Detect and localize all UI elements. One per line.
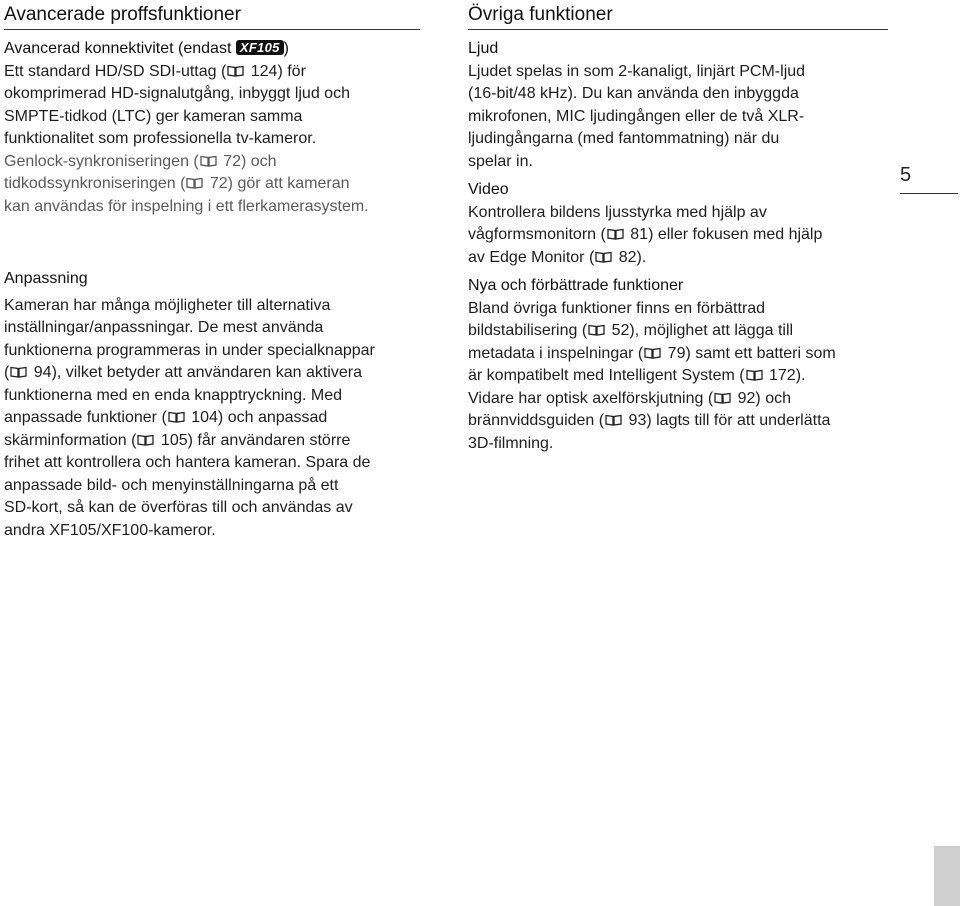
text-line — [468, 224, 888, 247]
text-fragment: ( — [4, 364, 10, 381]
book-reference-icon — [137, 434, 154, 446]
text-fragment: 105) får användaren större — [156, 431, 351, 449]
text-line: frihet att kontrollera och hantera kameran. Spara de — [4, 454, 371, 471]
text-line: SD-kort, så kan de överföras till och användas av — [4, 499, 353, 516]
page-number-rule — [900, 193, 958, 194]
text-fragment: brännviddsguiden ( — [468, 412, 605, 429]
text-line: anpassade bild- och menyinställningarna på ett — [4, 476, 339, 494]
text-line — [4, 61, 424, 84]
new-features-paragraph — [468, 298, 888, 456]
text-line — [4, 407, 424, 430]
text-line: funktionerna programmeras in under specialknappar — [4, 341, 375, 359]
text-fragment: 92) och — [733, 389, 791, 407]
video-block — [468, 179, 888, 269]
text-fragment: 72) och — [218, 152, 277, 170]
text-line — [468, 410, 888, 433]
text-fragment: av Edge Monitor ( — [468, 248, 595, 266]
text-line: funktionalitet som professionella tv-kameror. — [4, 130, 317, 147]
text-line — [4, 151, 424, 174]
section-title-advanced: Avancerade proffsfunktioner — [4, 2, 420, 30]
text-fragment: Vidare har optisk axelförskjutning ( — [468, 389, 714, 407]
text-fragment: 104) och anpassad — [186, 409, 328, 426]
book-reference-icon — [644, 347, 661, 359]
text-fragment: anpassade funktioner ( — [4, 409, 167, 426]
text-line: okomprimerad HD-signalutgång, inbyggt ljud och — [4, 85, 350, 102]
text-line — [468, 320, 888, 343]
connectivity-heading-text: Avancerad konnektivitet (endast — [4, 40, 236, 57]
text-line: mikrofonen, MIC ljudingången eller de två XLR- — [468, 107, 805, 125]
text-line: SMPTE-tidkod (LTC) ger kameran samma — [4, 107, 303, 125]
right-column — [468, 0, 888, 455]
book-reference-icon — [605, 414, 622, 426]
book-reference-icon — [10, 366, 27, 378]
text-fragment: vågformsmonitorn ( — [468, 226, 606, 243]
text-fragment: 94), vilket betyder att användaren kan aktivera — [29, 364, 362, 381]
text-fragment: 82). — [614, 248, 647, 266]
text-fragment: 79) samt ett batteri som — [663, 344, 836, 362]
customization-paragraph — [4, 295, 424, 543]
video-paragraph — [468, 202, 888, 270]
text-line — [468, 388, 888, 411]
text-line: kan användas för inspelning i ett flerkamerasystem. — [4, 197, 369, 215]
text-fragment: tidkodssynkroniseringen ( — [4, 175, 186, 192]
text-fragment: metadata i inspelningar ( — [468, 344, 644, 362]
genlock-paragraph — [4, 151, 424, 219]
text-line — [468, 343, 888, 366]
connectivity-paragraph — [4, 61, 424, 151]
text-line: funktionerna med en enda knapptryckning. Med — [4, 386, 342, 404]
book-reference-icon — [186, 177, 203, 189]
text-fragment: 81) eller fokusen med hjälp — [625, 226, 823, 243]
text-fragment: bildstabilisering ( — [468, 322, 588, 339]
connectivity-heading-suffix: ) — [283, 40, 289, 57]
new-features-heading: Nya och förbättrade funktioner — [468, 277, 684, 294]
audio-paragraph — [468, 61, 888, 174]
text-line: Ljudet spelas in som 2-kanaligt, linjärt PCM-ljud — [468, 62, 806, 80]
audio-heading: Ljud — [468, 40, 499, 57]
section-title-other: Övriga funktioner — [468, 2, 888, 30]
page-number: 5 — [900, 164, 912, 186]
text-fragment: skärminformation ( — [4, 431, 137, 449]
text-line: (16-bit/48 kHz). Du kan använda den inbyggda — [468, 85, 799, 102]
connectivity-block — [4, 38, 424, 218]
video-heading: Video — [468, 181, 509, 198]
book-reference-icon — [227, 65, 244, 77]
text-line: Kameran har många möjligheter till alternativa — [4, 296, 331, 314]
text-line — [4, 430, 424, 453]
customization-block — [4, 268, 424, 542]
book-reference-icon — [595, 251, 612, 263]
text-fragment: är kompatibelt med Intelligent System ( — [468, 367, 745, 384]
book-reference-icon — [168, 411, 185, 423]
text-line: Bland övriga funktioner finns en förbättrad — [468, 299, 766, 317]
text-line: Kontrollera bildens ljusstyrka med hjälp av — [468, 203, 767, 221]
text-fragment: 124) för — [246, 62, 306, 80]
book-reference-icon — [746, 369, 763, 381]
text-line: ljudingångarna (med fantommatning) när du — [468, 130, 780, 147]
text-fragment: 72) gör att kameran — [205, 175, 350, 192]
text-line — [468, 247, 888, 270]
text-fragment: 52), möjlighet att lägga till — [607, 322, 794, 339]
text-fragment: 93) lagts till för att underlätta — [624, 412, 831, 429]
book-reference-icon — [714, 392, 731, 404]
text-line: andra XF105/XF100-kameror. — [4, 521, 216, 539]
left-column — [4, 0, 424, 542]
text-fragment: Genlock-synkroniseringen ( — [4, 152, 199, 170]
text-line — [4, 173, 424, 196]
text-line: inställningar/anpassningar. De mest använda — [4, 319, 324, 336]
book-reference-icon — [200, 155, 217, 167]
text-line — [468, 365, 888, 388]
new-features-block — [468, 275, 888, 455]
connectivity-heading — [4, 38, 424, 61]
text-fragment: 172). — [764, 367, 806, 384]
xf105-badge: XF105 — [236, 40, 284, 55]
book-reference-icon — [588, 324, 605, 336]
text-line: spelar in. — [468, 152, 533, 170]
text-line: 3D-filmning. — [468, 434, 554, 452]
side-tab-marker — [934, 846, 960, 906]
audio-block — [468, 38, 888, 173]
book-reference-icon — [607, 228, 624, 240]
customization-heading: Anpassning — [4, 270, 88, 287]
text-fragment: Ett standard HD/SD SDI-uttag ( — [4, 62, 227, 80]
text-line — [4, 362, 424, 385]
